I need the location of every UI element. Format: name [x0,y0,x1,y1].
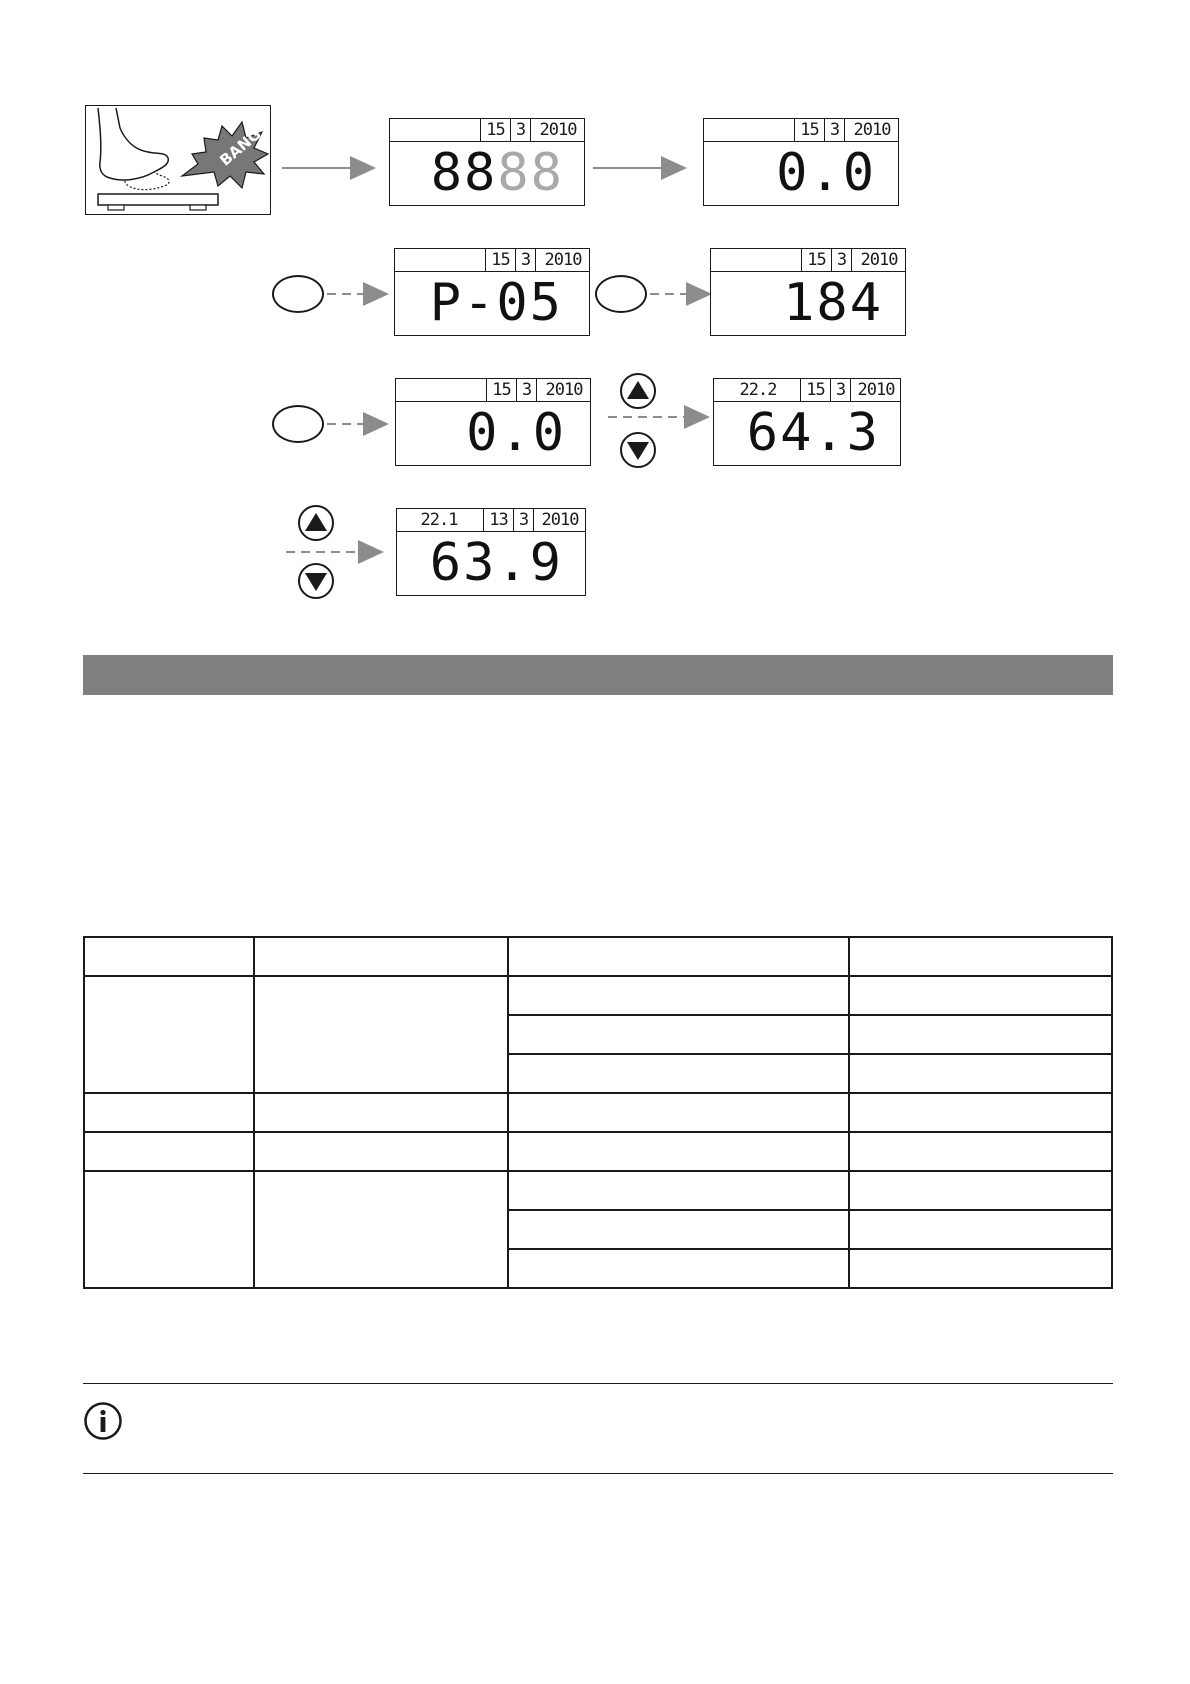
table-row [84,1132,1112,1171]
lcd-display-5 [395,378,591,466]
date-year: 2010 [535,249,590,271]
temperature: 22.2 [739,380,777,400]
triangle-down-icon [622,434,654,466]
bang-text: BANG! [216,120,270,170]
dashed-arrow-right-icon [284,538,388,566]
date-month: 3 [516,379,536,401]
dashed-arrow-right-icon [648,280,714,308]
date-day: 15 [794,119,824,141]
lcd-display-2 [703,118,899,206]
lcd-main-value: P-05 [429,273,563,333]
date-year: 2010 [533,509,586,531]
divider [83,1383,1113,1384]
lcd-main-value: 8888 [430,143,564,203]
section-header-bar [83,655,1113,695]
spec-table [83,936,1113,1289]
lcd-display-6 [713,378,901,466]
date-month: 3 [515,249,535,271]
lcd-main-value: 184 [783,273,883,333]
table-row [84,937,1112,976]
triangle-up-icon [622,375,654,407]
lcd-display-4 [710,248,906,336]
date-month: 3 [831,249,851,271]
date-month: 3 [510,119,530,141]
table-row [84,1093,1112,1132]
date-day: 15 [480,119,510,141]
arrow-right-icon [593,153,689,183]
date-day: 15 [800,379,830,401]
date-year: 2010 [851,249,906,271]
set-button[interactable] [595,275,647,313]
lcd-main-value: 0.0 [466,403,566,463]
date-year: 2010 [536,379,591,401]
date-year: 2010 [530,119,585,141]
set-button[interactable] [272,275,324,313]
arrow-right-icon [282,153,378,183]
dashed-arrow-right-icon [325,410,391,438]
lcd-display-7 [396,508,586,596]
lcd-main-value: 0.0 [776,143,876,203]
down-button[interactable] [298,563,334,599]
dashed-arrow-right-icon [606,404,716,430]
divider [83,1473,1113,1474]
lcd-main-value: 64.3 [746,403,880,463]
triangle-up-icon [300,507,332,539]
temperature: 22.1 [420,510,458,530]
triangle-down-icon [300,565,332,597]
date-month: 3 [824,119,844,141]
date-year: 2010 [844,119,899,141]
date-day: 13 [483,509,513,531]
table-row [84,976,1112,1015]
down-button[interactable] [620,432,656,468]
up-button[interactable] [298,505,334,541]
date-day: 15 [486,379,516,401]
table-row [84,1171,1112,1210]
date-day: 15 [801,249,831,271]
set-button[interactable] [272,405,324,443]
date-month: 3 [513,509,533,531]
date-year: 2010 [850,379,901,401]
foot-tap-illustration [85,105,271,215]
dashed-arrow-right-icon [325,280,391,308]
info-icon [83,1401,123,1441]
lcd-display-1 [389,118,585,206]
lcd-main-value: 63.9 [429,533,563,593]
lcd-display-3 [394,248,590,336]
date-day: 15 [485,249,515,271]
date-month: 3 [830,379,850,401]
